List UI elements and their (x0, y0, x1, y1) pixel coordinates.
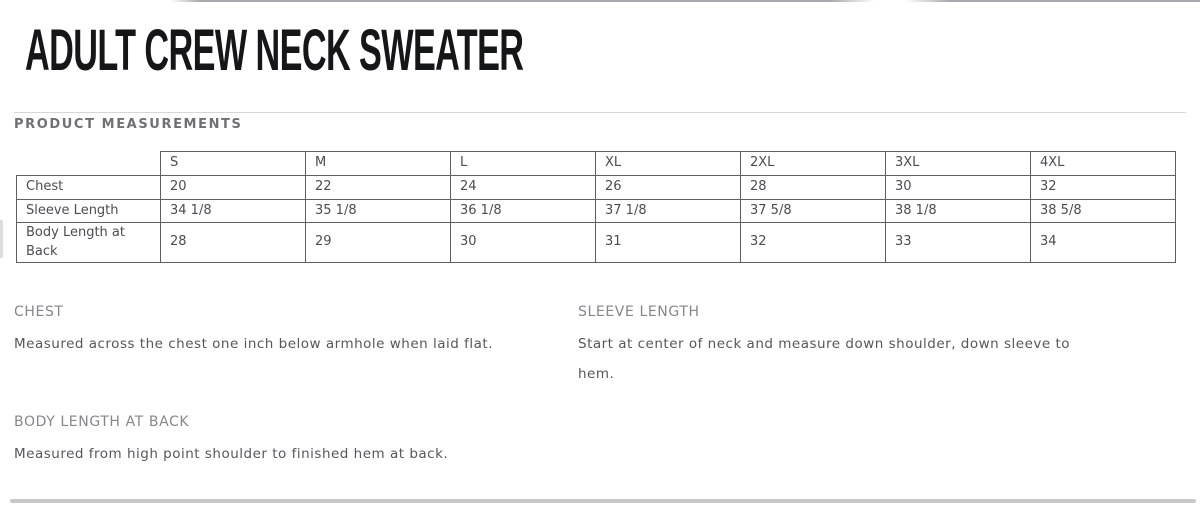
measurement-cell: 20 (161, 176, 306, 200)
measurement-cell: 28 (741, 176, 886, 200)
measurement-cell: 29 (306, 223, 451, 263)
left-edge-artifact (0, 220, 3, 258)
product-measurements-heading: PRODUCT MEASUREMENTS (14, 117, 243, 132)
measurement-cell: 34 (1031, 223, 1176, 263)
size-measurements-table (16, 151, 1176, 263)
measurement-cell: 38 5/8 (1031, 200, 1176, 223)
measurement-cell: 37 5/8 (741, 200, 886, 223)
definition-heading: CHEST (14, 304, 64, 320)
table-row (17, 176, 1176, 200)
definition-heading: BODY LENGTH AT BACK (14, 414, 190, 430)
size-column-header: S (161, 152, 306, 176)
measurement-cell: 32 (1031, 176, 1176, 200)
measurement-cell: 34 1/8 (161, 200, 306, 223)
definition-text: Measured from high point shoulder to finished hem at back. (14, 446, 449, 462)
size-column-header: L (451, 152, 596, 176)
measurement-cell: 24 (451, 176, 596, 200)
definition-text: Start at center of neck and measure down shoulder, down sleeve to hem. (578, 336, 1071, 382)
row-label: Chest (17, 176, 161, 200)
definition-heading: SLEEVE LENGTH (578, 304, 700, 320)
definition-body-length-at-back (14, 414, 574, 469)
size-column-header: XL (596, 152, 741, 176)
measurement-cell: 26 (596, 176, 741, 200)
measurement-cell: 30 (886, 176, 1031, 200)
size-column-header: 4XL (1031, 152, 1176, 176)
measurement-cell: 31 (596, 223, 741, 263)
definition-chest (14, 304, 554, 359)
table-row (17, 223, 1176, 263)
table-row (17, 200, 1176, 223)
measurement-cell: 30 (451, 223, 596, 263)
row-label: Body Length at Back (17, 223, 161, 263)
size-column-header: 3XL (886, 152, 1031, 176)
row-label: Sleeve Length (17, 200, 161, 223)
measurement-cell: 38 1/8 (886, 200, 1031, 223)
definition-text: Measured across the chest one inch below armhole when laid flat. (14, 336, 494, 352)
size-column-header: 2XL (741, 152, 886, 176)
page-title: ADULT CREW NECK SWEATER (25, 18, 524, 83)
size-column-header: M (306, 152, 451, 176)
measurement-cell: 22 (306, 176, 451, 200)
top-border-line (0, 0, 1200, 2)
blank-corner-cell (17, 152, 161, 176)
measurement-cell: 36 1/8 (451, 200, 596, 223)
table-header-row (17, 152, 1176, 176)
measurement-cell: 35 1/8 (306, 200, 451, 223)
definition-sleeve-length (578, 304, 1108, 389)
measurement-cell: 32 (741, 223, 886, 263)
bottom-scrollbar[interactable] (10, 499, 1196, 503)
measurement-cell: 28 (161, 223, 306, 263)
section-divider (14, 112, 1186, 113)
measurement-cell: 37 1/8 (596, 200, 741, 223)
measurement-cell: 33 (886, 223, 1031, 263)
